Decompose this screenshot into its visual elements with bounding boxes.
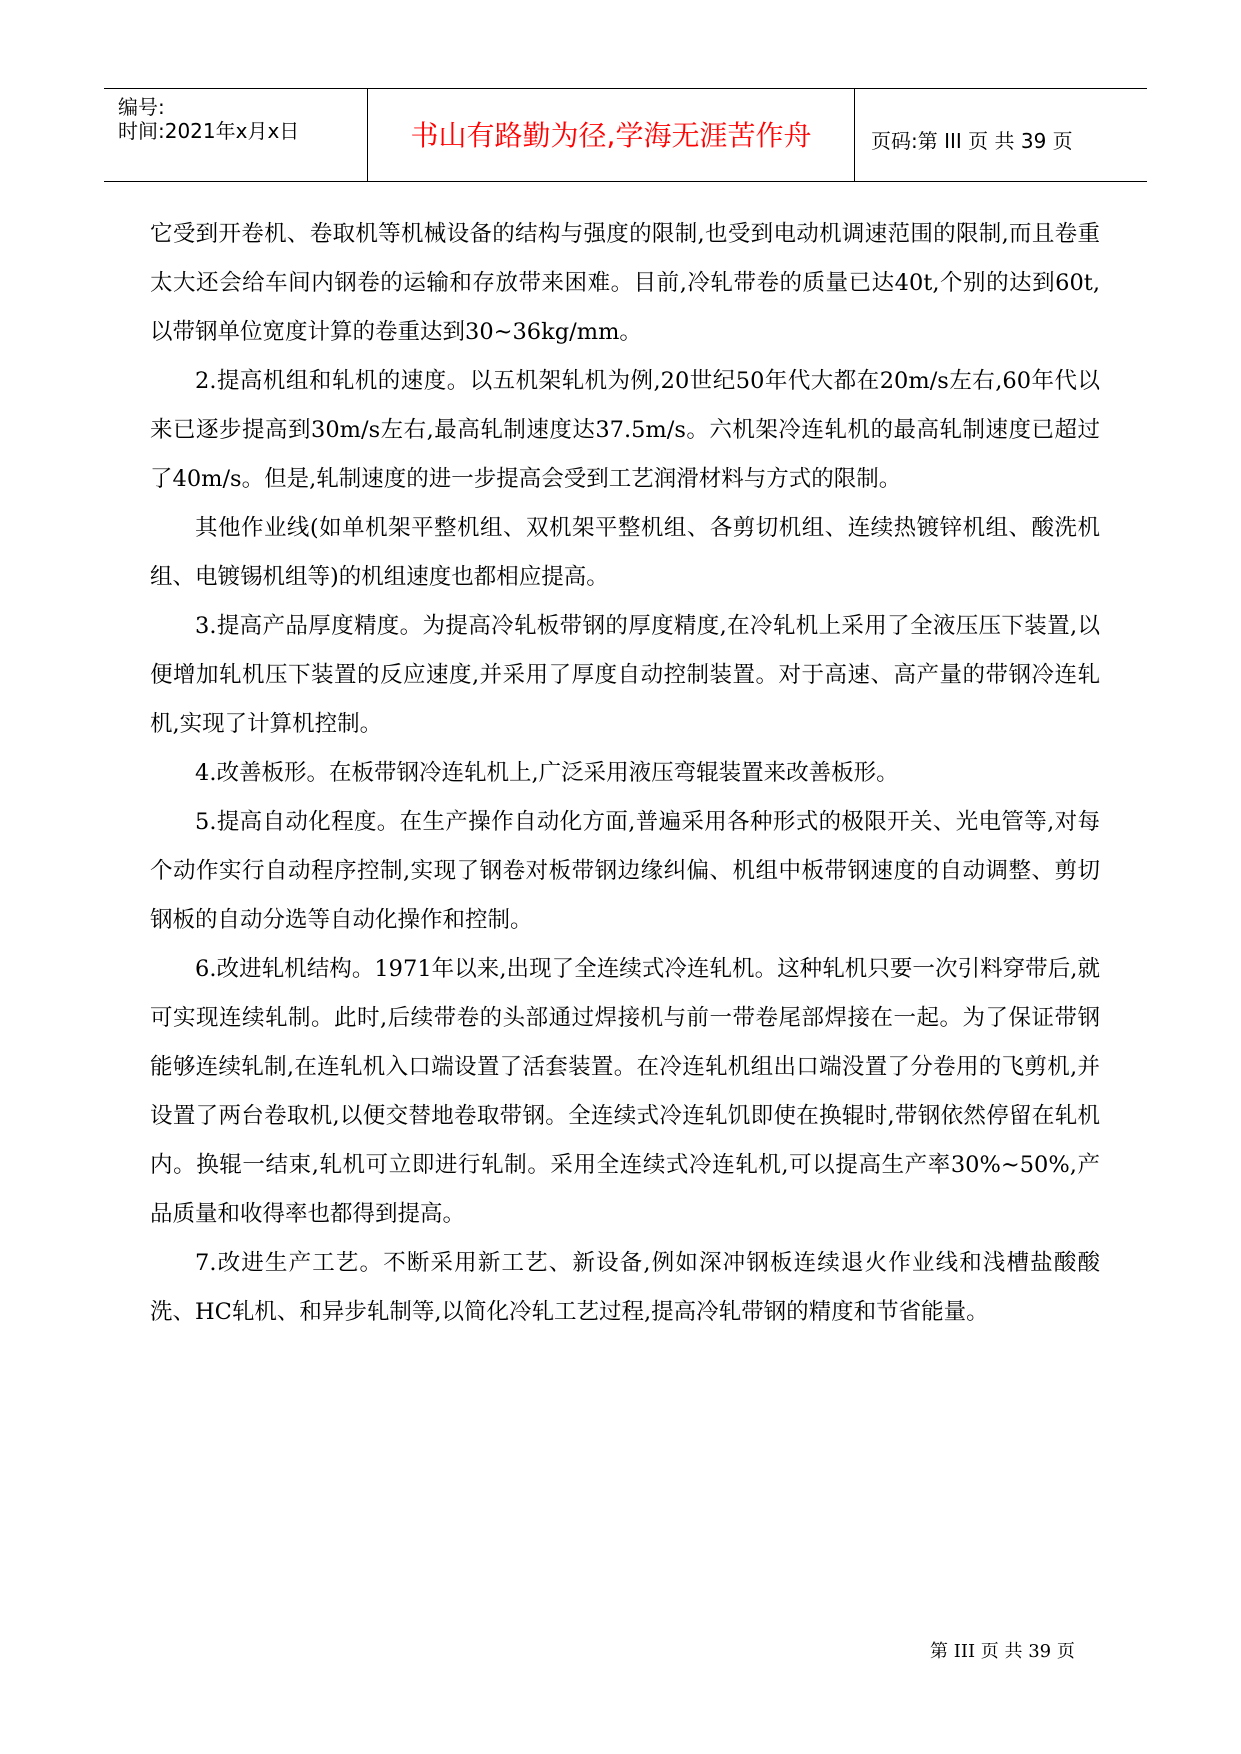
paragraph-process: 7.改进生产工艺。不断采用新工艺、新设备,例如深冲钢板连续退火作业线和浅槽盐酸酸洗、HC轧机、和异步轧制等,以简化冷轧工艺过程,提高冷轧带钢的精度和节省能量。 xyxy=(150,1250,1100,1325)
header-info-cell xyxy=(104,89,367,181)
document-body xyxy=(150,210,1100,1337)
paragraph-automation: 5.提高自动化程度。在生产操作自动化方面,普遍采用各种形式的极限开关、光电管等,对每个动作实行自动程序控制,实现了钢卷对板带钢边缘纠偏、机组中板带钢速度的自动调整、剪切钢板的自动分选等自动化操作和控制。 xyxy=(150,809,1100,933)
paragraph-thickness: 3.提高产品厚度精度。为提高冷轧板带钢的厚度精度,在冷轧机上采用了全液压压下装置,以便增加轧机压下装置的反应速度,并采用了厚度自动控制装置。对于高速、高产量的带钢冷连轧机,实现了计算机控制。 xyxy=(150,613,1100,737)
header-page-cell xyxy=(855,89,1147,181)
header-page-code: 页码:第 III 页 共 39 页 xyxy=(871,129,1073,153)
paragraph-speed: 2.提高机组和轧机的速度。以五机架轧机为例,20世纪50年代大都在20m/s左右,60年代以来已逐步提高到30m/s左右,最高轧制速度达37.5m/s。六机架冷连轧机的最高轧制速度已超过了40m/s。但是,轧制速度的进一步提高会受到工艺润滑材料与方式的限制。 xyxy=(150,368,1100,492)
paragraph-continuation: 它受到开卷机、卷取机等机械设备的结构与强度的限制,也受到电动机调速范围的限制,而且卷重太大还会给车间内钢卷的运输和存放带来困难。目前,冷轧带卷的质量已达40t,个别的达到60t,以带钢单位宽度计算的卷重达到30~36kg/mm。 xyxy=(150,221,1100,345)
paragraph-other-lines: 其他作业线(如单机架平整机组、双机架平整机组、各剪切机组、连续热镀锌机组、酸洗机组、电镀锡机组等)的机组速度也都相应提高。 xyxy=(150,515,1100,590)
paragraph-shape: 4.改善板形。在板带钢冷连轧机上,广泛采用液压弯辊装置来改善板形。 xyxy=(195,760,899,786)
document-time-label: 时间:2021年x月x日 xyxy=(118,119,300,143)
paragraph-structure: 6.改进轧机结构。1971年以来,出现了全连续式冷连轧机。这种轧机只要一次引料穿带后,就可实现连续轧制。此时,后续带卷的头部通过焊接机与前一带卷尾部焊接在一起。为了保证带钢能够连续轧制,在连轧机入口端设置了活套装置。在冷连轧机组出口端没置了分卷用的飞剪机,并设置了两台卷取机,以便交替地卷取带钢。全连续式冷连轧饥即使在换辊时,带钢依然停留在轧机内。换辊一结束,轧机可立即进行轧制。采用全连续式冷连轧机,可以提高生产率30%~50%,产品质量和收得率也都得到提高。 xyxy=(150,956,1100,1227)
page-footer: 第 III 页 共 39 页 xyxy=(930,1641,1075,1662)
page-header xyxy=(104,88,1147,182)
header-motto-cell xyxy=(367,89,855,181)
header-motto: 书山有路勤为径,学海无涯苦作舟 xyxy=(410,119,812,152)
document-number-label: 编号: xyxy=(118,95,165,119)
